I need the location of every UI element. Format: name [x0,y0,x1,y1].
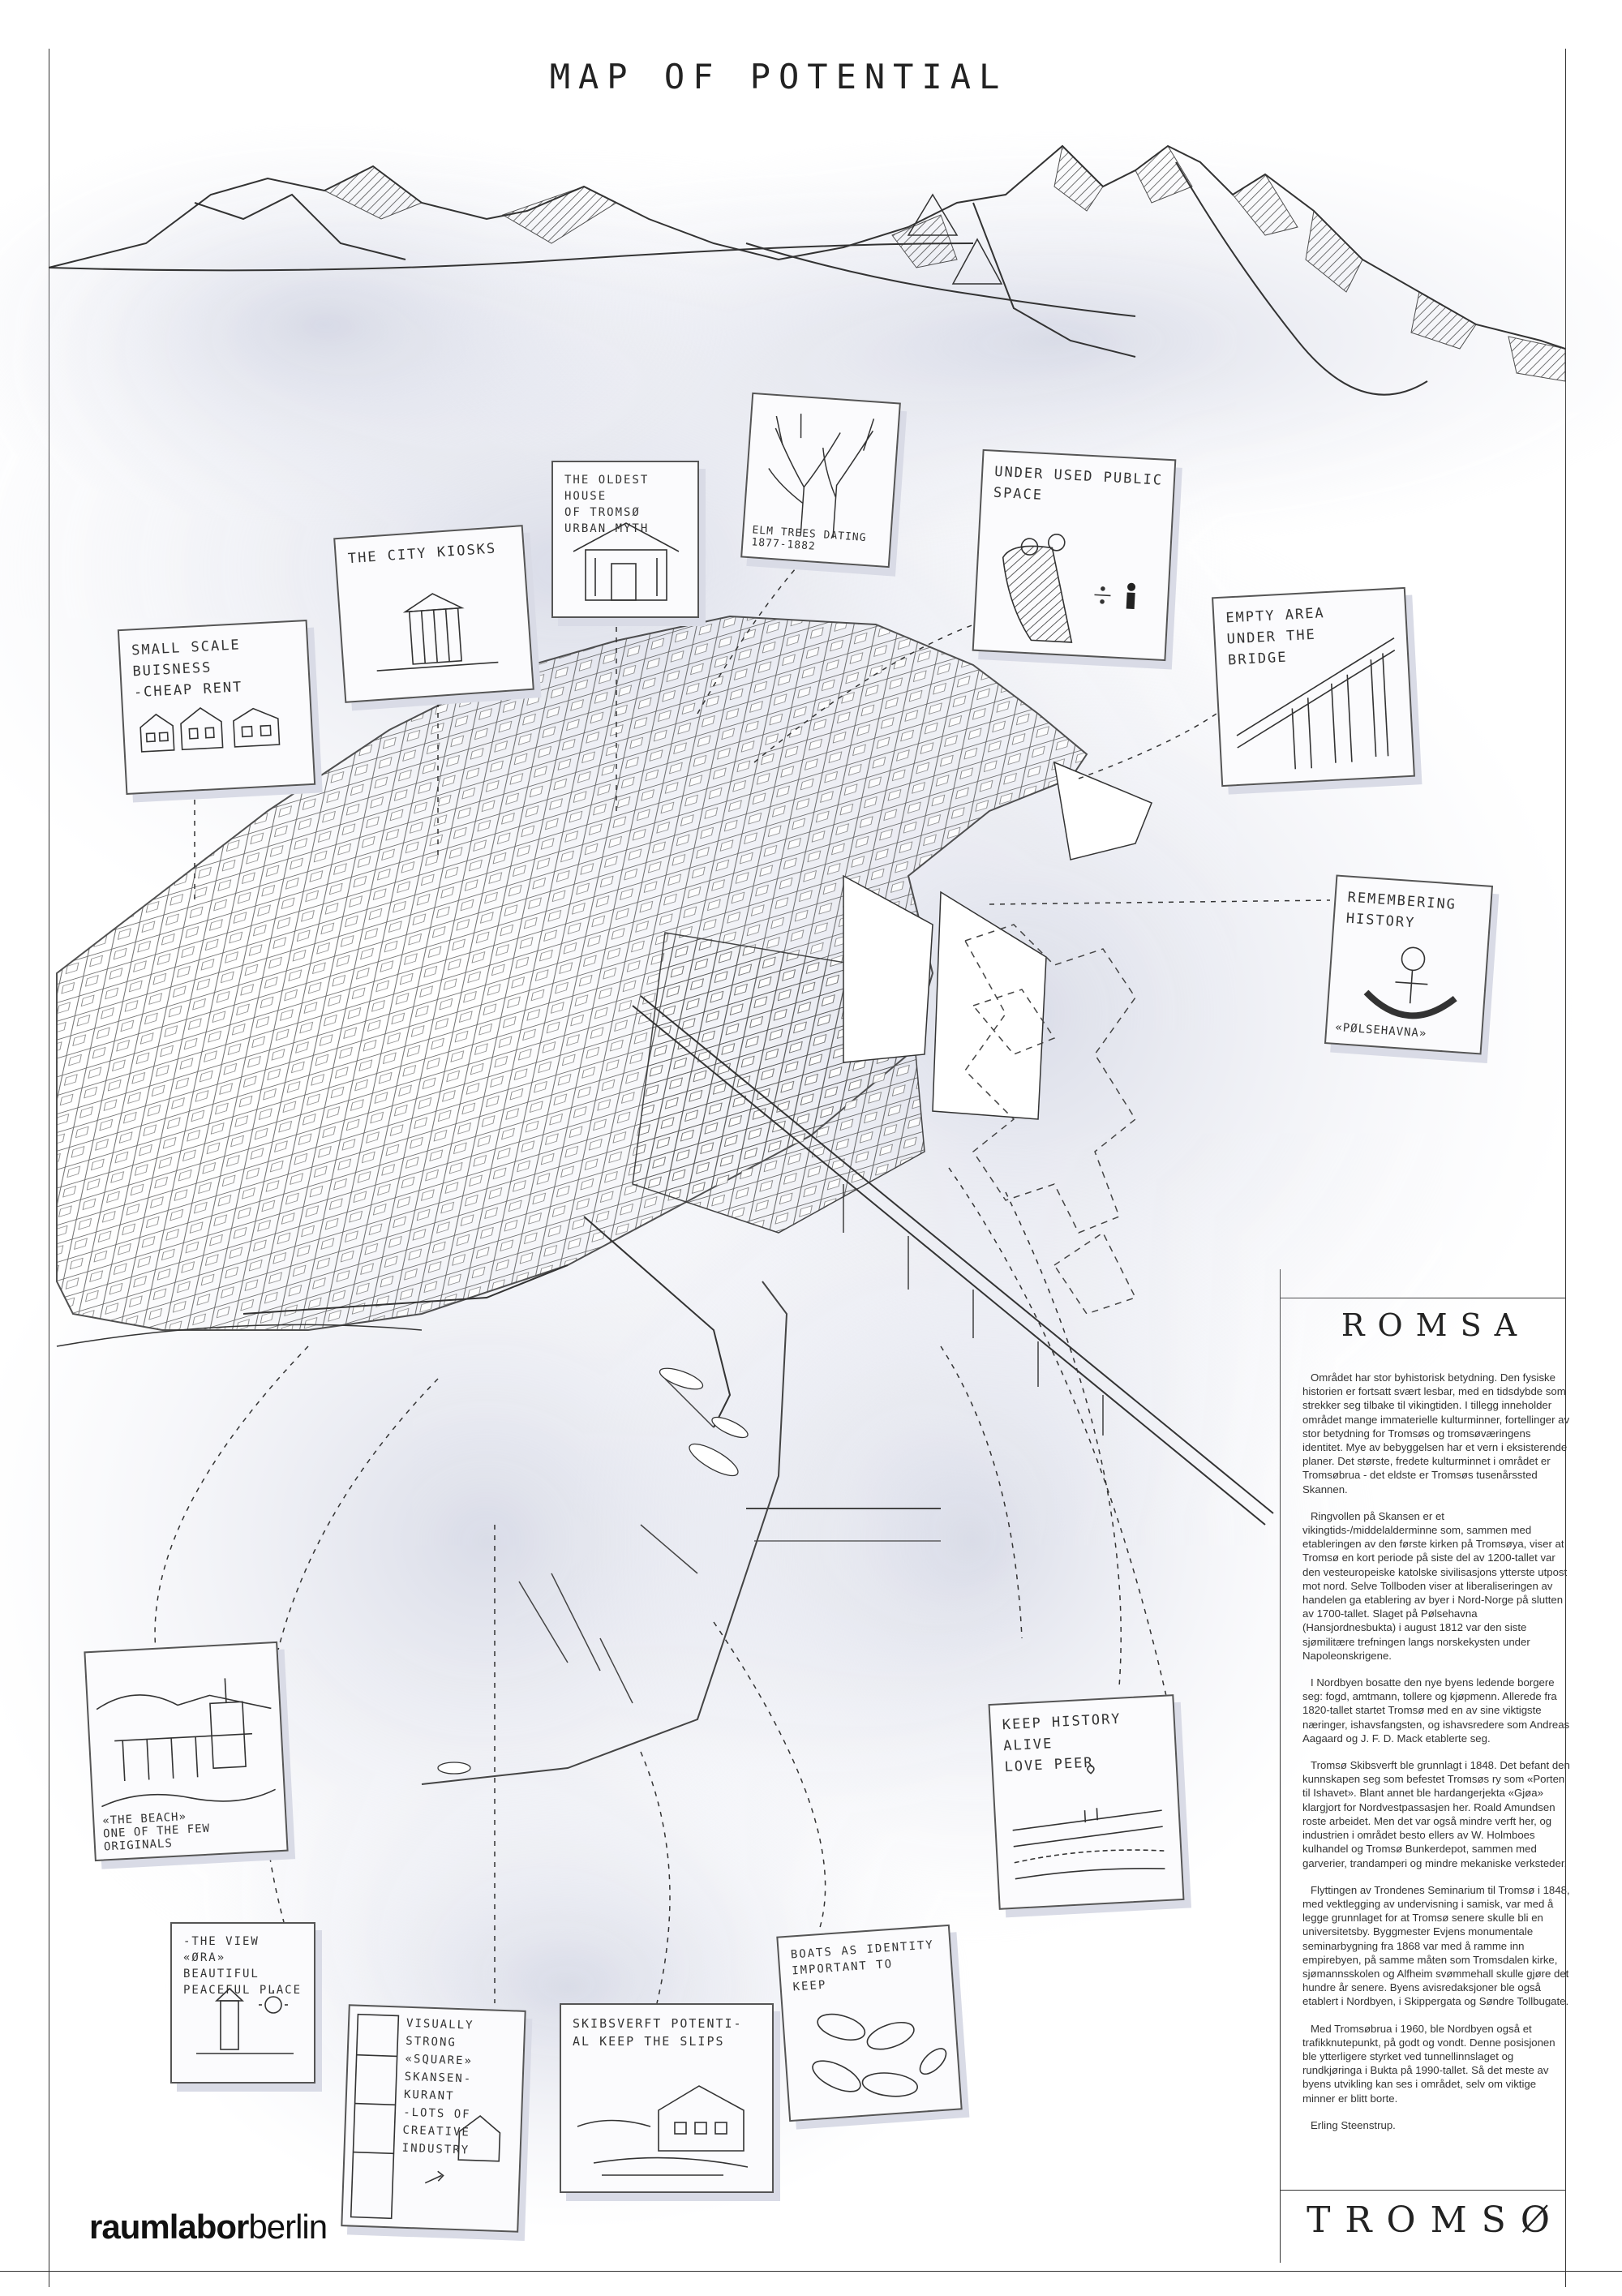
card-remembering-text: REMEMBERING HISTORY [1345,889,1457,932]
shipyard-icon [561,2005,772,2191]
card-remembering-history [1324,874,1493,1054]
old-house-icon [553,462,697,616]
brand-bold: raumlabor [89,2208,249,2246]
pier-view-icon [990,1696,1183,1908]
card-underused-text: UNDER USED PUBLIC SPACE [993,463,1164,504]
card-the-view [170,1922,315,2084]
card-beach [84,1642,288,1861]
card-keep-history-alive [989,1694,1185,1910]
card-elm-trees [740,393,901,568]
sidebar-paragraph: Ringvollen på Skansen er et vikingtids-/middelalderminne som, sammen med etableringen av den første kirken på Tromsøya, viser at Tromsø en kort periode på siste del av 1200-tallet var den vesteuropeiske katolske sivilisasjons ytterste utpost mot nord. Selve Tollboden viser at liberaliseringen av handelen ga etablering av byer i Nord-Norge på slutten av 1700-tallet. Slaget på Pølsehavna (Hansjordnesbukta) i august 1812 var den siste sjømilitære trefningen langs norskekysten under Napoleonskrigene. [1302,1509,1568,1662]
card-city-kiosk-text: THE CITY KIOSKS [347,540,497,568]
card-small-scale-business [118,620,315,795]
card-boats-identity [776,1925,962,2122]
brand-logo [89,2208,327,2247]
card-boats-text: BOATS AS IDENTITY IMPORTANT TO KEEP [790,1938,935,1994]
sidebar-paragraph: Med Tromsøbrua i 1960, ble Nordbyen også et trafikknutepunkt, på godt og vondt. Denne posisjonen ble ytterligere styrket ved tunnellinnslaget og rundkjøringa i Bukta på 1990-tallet. Så det meste av byens utvikling kan ses i området, selv om viktige minner er blitt borte. [1302,2022,1555,2105]
card-skibsverft-text: SKIBSVERFT POTENTI- AL KEEP THE SLIPS [573,2016,743,2049]
sidebar-paragraph: Området har stor byhistorisk betydning. Den fysiske historien er fortsatt svært lesbar, med en tidsdybde som strekker seg tilbake til vikingtiden. I tillegg inneholder området mange immaterielle kulturminner, fortellinger av stor betydning for Tromsøs og tromsøværingens identitet. Mye av bebyggelsen har et vern i eksisterende planer. Det største, fredete kulturminnet i området er Tromsøbrua - det eldste er Tromsøs tusenårssted Skannen. [1302,1371,1570,1496]
card-elm-trees-caption: ELM TREES DATING 1877-1882 [750,524,867,553]
card-city-kiosk [333,525,534,703]
card-oldest-house [551,461,699,618]
footer-city-name: TROMSØ [1307,2199,1564,2241]
card-beach-caption: «THE BEACH» ONE OF THE FEW ORIGINALS [101,1810,211,1854]
lighthouse-icon [172,1924,314,2082]
card-empty-area-text: EMPTY AREA UNDER THE BRIDGE [1225,605,1326,669]
public-space-icon [974,451,1175,659]
card-small-scale-text: SMALL SCALE BUISNESS -CHEAP RENT [131,637,243,702]
sidebar-paragraph: Flyttingen av Trondenes Seminarium til Tromsø i 1848, med vektlegging av undervisning i samisk, var med å legge grunnlaget for at Tromsø senere skulle bli en universitetsby. Byggmester Evjens monumentale seminarbygning fra 1868 var med å ramme inn empirebyen, på samme måten som Tromsdalen kirke, sjømannsskolen og Alfheim svømmehall skulle gjøre det hundre år senere. Byens avisredaksjoner ble også etablert i Nordbyen, i Skippergata og Søndre Tollbugate. [1302,1883,1570,2008]
card-visually-strong [341,2004,526,2232]
sidebar-paragraph: I Nordbyen bosatte den nye byens ledende borgere seg: fogd, amtmann, tollere og kjøpmenn. Allerede fra 1820-tallet startet Tromsø med en av sine viktigste næringer, ishavsfangsten, og ishavsredere som Andreas Aagaard og J. F. D. Mack etablerte seg. [1302,1676,1570,1745]
card-visually-text: VISUALLY STRONG «SQUARE» SKANSEN-KURANT -LOTS OF CREATIVE INDUSTRY [401,2016,474,2157]
card-remembering-caption: «PØLSEHAVNA» [1334,1020,1427,1041]
bridge-icon [1213,589,1414,785]
card-view-text: -THE VIEW «ØRA» BEAUTIFUL PEACEFUL PLACE [183,1935,303,1997]
small-houses-icon [119,621,314,793]
poster-title: MAP OF POTENTIAL [549,57,1008,97]
sidebar-title: ROMSA [1341,1307,1530,1343]
sidebar-paragraph: Tromsø Skibsverft ble grunnlagt i 1848. Det befant den kunnskapen seg som befestet Tromsøs ry som «Porten til Ishavet». Blant annet ble hardangerjekta «Gjøa» klargjort for Nordvestpassasjen her. Roald Amundsen roste arbeidet. Men det var også mindre verft her, og industrien i området besto ellers av W. Holmboes kulhandel og Tromsø Bunkerdepot, sammen med garverier, trandamperi og mindre mekaniske verksteder. [1302,1759,1570,1869]
card-empty-area-bridge [1212,587,1415,787]
card-keep-history-text: KEEP HISTORY ALIVE LOVE PEER [1002,1710,1122,1776]
card-oldest-house-text: THE OLDEST HOUSE OF TROMSØ URBAN MYTH [564,474,650,535]
brand-regular: berlin [248,2208,328,2246]
card-skibsverft [560,2003,774,2193]
sidebar-text [1302,1371,1570,2145]
kiosk-icon [335,526,532,702]
card-underused-public-space [972,449,1177,661]
boats-icon [778,1926,960,2120]
sidebar-signature: Erling Steenstrup. [1311,2118,1396,2131]
